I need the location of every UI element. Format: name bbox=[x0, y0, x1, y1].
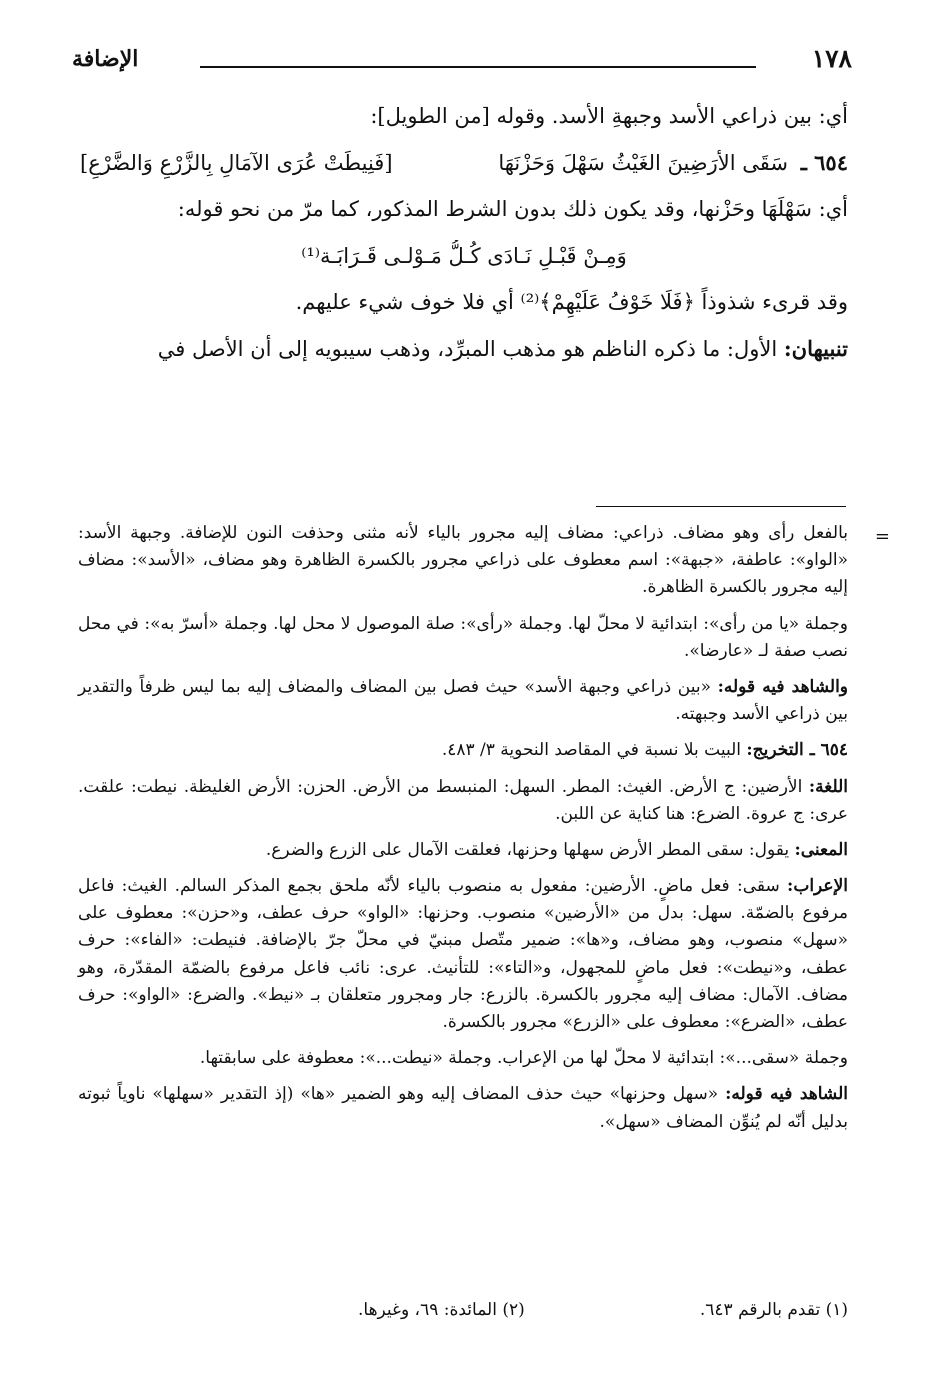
shahid-label: والشاهد فيه قوله: bbox=[717, 676, 849, 697]
verse-number: ٦٥٤ ـ bbox=[800, 149, 848, 175]
shahid-2-text: «سهل وحزنها» حيث حذف المضاف إليه وهو الضمير «ها» (إذ التقدير «سهلها» ناوياً ثبوته بدليل أنّه لم يُنوِّن المضاف «سهل». bbox=[78, 1084, 848, 1132]
continuation-mark: = bbox=[874, 526, 890, 547]
footnote-para-5 bbox=[78, 774, 848, 828]
takhrij-label: ٦٥٤ ـ التخريج: bbox=[746, 740, 848, 761]
lugha-label: اللغة: bbox=[808, 776, 849, 797]
footnote-para-3 bbox=[78, 674, 848, 728]
page-number: ١٧٨ bbox=[811, 44, 852, 73]
footnote-para-2: وجملة «يا من رأى»: ابتدائية لا محلّ لها. وجملة «رأى»: صلة الموصول لا محل لها. وجملة «أسرّ به»: في محل نصب صفة لـ «عارضا». bbox=[78, 613, 848, 661]
footnote-para-1: بالفعل رأى وهو مضاف. ذراعي: مضاف إليه مجرور بالياء لأنه مثنى وحذفت النون للإضافة. وجبهة الأسد: «الواو»: عاطفة، «جبهة»: اسم معطوف على ذراعي مجرور بالكسرة الظاهرة وهو مضاف، «الأسد»: مضاف إليه مجرور بالكسرة الظاهرة. bbox=[78, 523, 848, 598]
verse-first-half bbox=[498, 147, 848, 180]
main-line-5: وقد قرىء شذوذاً ﴿فَلَا خَوْفُ عَلَيْهِمْ﴾⁽²⁾ أي فلا خوف شيء عليهم. bbox=[295, 290, 848, 315]
footnote-para-8: وجملة «سقى...»: ابتدائية لا محلّ لها من الإعراب. وجملة «نيطت...»: معطوفة على سابقتها. bbox=[199, 1048, 848, 1069]
takhrij-text: البيت بلا نسبة في المقاصد النحوية ٣/ ٤٨٣. bbox=[441, 740, 741, 761]
lugha-text: الأرضين: ج الأرض. الغيث: المطر. السهل: المنبسط من الأرض. الحزن: الأرض الغليظة. نيطت: علقت. عرى: ج عروة. الضرع: هنا كناية عن اللبن. bbox=[78, 776, 848, 824]
maana-text: يقول: سقى المطر الأرض سهلها وحزنها، فعلقت الآمال على الزرع والضرع. bbox=[265, 839, 790, 860]
main-line-1: أي: بين ذراعي الأسد وجبهةِ الأسد. وقوله [من الطويل]: bbox=[370, 104, 848, 128]
irab-label: الإعراب: bbox=[787, 876, 848, 897]
endnote-2: (٢) المائدة: ٦٩، وغيرها. bbox=[358, 1300, 525, 1320]
footnote-para-6 bbox=[78, 837, 848, 864]
main-line-6-text: الأول: ما ذكره الناظم هو مذهب المبرِّد، وذهب سيبويه إلى أن الأصل في bbox=[157, 336, 778, 361]
main-line-6 bbox=[80, 333, 848, 366]
page-header bbox=[72, 44, 852, 84]
footnote-separator bbox=[596, 506, 846, 507]
shahid-text: «بين ذراعي وجبهة الأسد» حيث فصل بين المضاف والمضاف إليه بما ليس ظرفاً والتقدير بين ذراعي الأسد وجبهته. bbox=[78, 676, 848, 725]
verse-second-hemistich: [فَنِيطَتْ عُرَى الآمَالِ بِالزَّرْعِ وَالضَّرْعِ] bbox=[80, 150, 393, 175]
verse-first-hemistich: سَقَى الأرَضِينَ الغَيْثُ سَهْلَ وَحَزْنَهَا bbox=[498, 150, 788, 175]
endnote-1: (١) تقدم بالرقم ٦٤٣. bbox=[699, 1300, 848, 1320]
endnotes bbox=[78, 1300, 848, 1320]
footnotes bbox=[78, 520, 848, 1145]
main-text bbox=[80, 100, 848, 379]
chapter-title: الإضافة bbox=[72, 46, 139, 72]
maana-label: المعنى: bbox=[794, 839, 848, 860]
footnote-para-9 bbox=[78, 1081, 848, 1135]
verse-654 bbox=[80, 147, 848, 180]
shahid-2-label: الشاهد فيه قوله: bbox=[725, 1084, 849, 1105]
quoted-verse: وَمِـنْ قَبْـلِ نَـادَى كُـلُّ مَـوْلـى قَـرَابَـة⁽¹⁾ bbox=[301, 243, 627, 268]
irab-text: سقى: فعل ماضٍ. الأرضين: مفعول به منصوب بالياء لأنّه ملحق بجمع المذكر السالم. الغيث: فاعل مرفوع بالضمّة. سهل: بدل من «الأرضين» منصوب. وحزنها: «الواو» حرف عطف، و«حزن»: معطوف على «سهل» منصوب، وهو مضاف، و«ها»: ضمير متّصل مبنيّ في محلّ جرّ بالإضافة. فنيطت: «الفاء»: حرف عطف، و«نيطت»: فعل ماضٍ للمجهول، و«التاء»: للتأنيث. عرى: نائب فاعل مرفوع بالضمّة المقدّرة، وهو مضاف. الآمال: مضاف إليه مجرور بالكسرة. بالزرع: جار ومجرور متعلقان بـ «نيط». والضرع: «الواو»: حرف عطف، «الضرع»: معطوف على «الزرع» مجرور بالكسرة. bbox=[78, 876, 848, 1032]
header-rule bbox=[200, 66, 756, 68]
footnote-para-7 bbox=[78, 873, 848, 1036]
main-line-3: أي: سَهْلَهَا وحَزْنها، وقد يكون ذلك بدون الشرط المذكور، كما مرّ من نحو قوله: bbox=[177, 197, 848, 222]
tanbihan-label: تنبيهان: bbox=[783, 335, 848, 361]
footnote-para-4 bbox=[78, 737, 848, 764]
